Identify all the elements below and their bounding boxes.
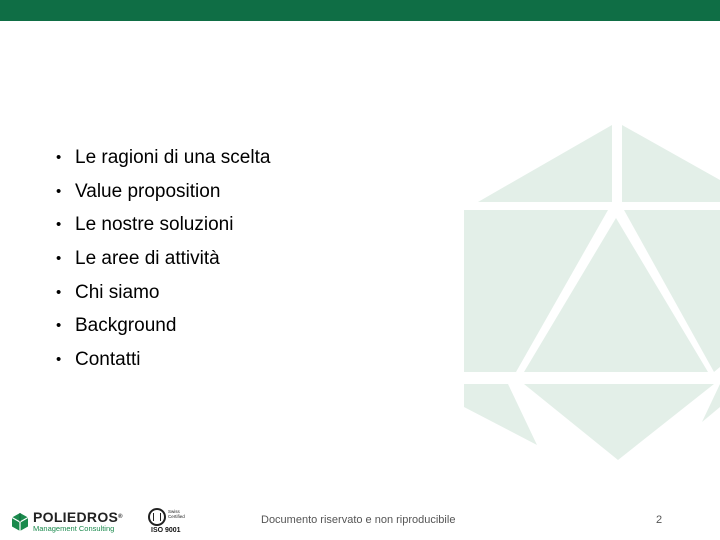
certification-seal-icon [148,508,166,526]
agenda-item-label: Value proposition [75,180,221,202]
logo-name: POLIEDROS® [33,509,123,525]
bullet: • [56,182,62,200]
certification-label: Swiss Certified [168,509,185,519]
agenda-item [56,145,270,179]
agenda-item-label: Background [75,315,177,337]
certification-badge [146,507,190,537]
agenda-item [56,347,270,381]
bullet: • [56,216,62,234]
polyhedron-logo-icon [10,512,30,532]
agenda-item [56,212,270,246]
logo-tagline: Management Consulting [33,524,115,533]
polyhedron-background-graphic [462,122,720,462]
agenda-item-label: Le ragioni di una scelta [75,147,271,168]
agenda-list [56,145,270,381]
agenda-item-label: Le aree di attività [75,248,220,270]
confidentiality-note: Documento riservato e non riproducibile [261,514,456,526]
certification-standard: ISO 9001 [151,527,181,534]
agenda-item [56,313,270,347]
agenda-item [56,280,270,314]
page-number: 2 [656,514,663,526]
bullet: • [56,317,62,335]
bullet: • [56,149,62,166]
agenda-item-label: Chi siamo [75,281,160,303]
agenda-item-label: Contatti [75,349,141,371]
agenda-item [56,179,270,213]
bullet: • [56,351,62,369]
company-logo [10,510,123,533]
bullet: • [56,250,62,268]
agenda-item-label: Le nostre soluzioni [75,214,234,236]
top-accent-bar [0,0,720,21]
bullet: • [56,283,62,301]
agenda-item [56,246,270,280]
